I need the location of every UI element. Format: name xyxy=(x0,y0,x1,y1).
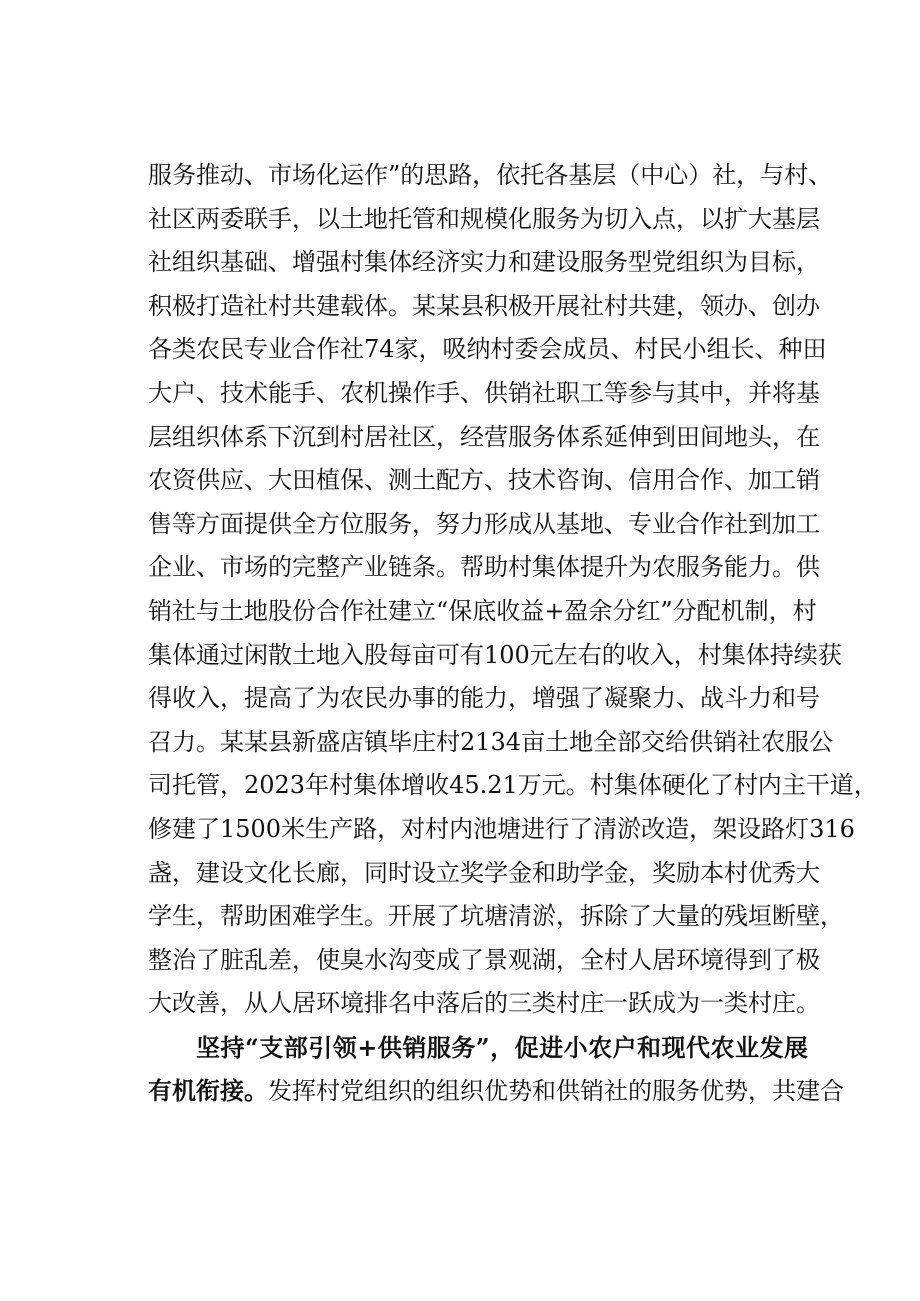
section-heading-tail: 有机衔接。 xyxy=(148,1076,268,1106)
text-line: 社区两委联手，以土地托管和规模化服务为切入点，以扩大基层 xyxy=(148,204,820,233)
body-text xyxy=(148,154,878,1113)
text-line: 得收入，提高了为农民办事的能力，增强了凝聚力、战斗力和号 xyxy=(148,684,820,713)
text-line: 大户、技术能手、农机操作手、供销社职工等参与其中，并将基 xyxy=(148,378,820,407)
text-line: 销社与土地股份合作社建立“保底收益+盈余分红”分配机制，村 xyxy=(148,596,817,625)
text-line: 层组织体系下沉到村居社区，经营服务体系延伸到田间地头，在 xyxy=(148,422,820,451)
text-line: 修建了1500米生产路，对村内池塘进行了清淤改造，架设路灯316 xyxy=(148,814,855,843)
paragraph-text: 发挥村党组织的组织优势和供销社的服务优势，共建合 xyxy=(268,1077,844,1106)
text-line: 盏，建设文化长廊，同时设立奖学金和助学金，奖励本村优秀大 xyxy=(148,858,820,887)
text-line: 服务推动、市场化运作”的思路，依托各基层（中心）社，与村、 xyxy=(148,161,833,189)
text-line: 农资供应、大田植保、测土配方、技术咨询、信用合作、加工销 xyxy=(148,466,820,495)
paragraph-2 xyxy=(148,1026,844,1113)
text-line: 企业、市场的完整产业链条。帮助村集体提升为农服务能力。供 xyxy=(148,553,820,582)
text-line xyxy=(148,1069,844,1113)
text-line: 整治了脏乱差，使臭水沟变成了景观湖，全村人居环境得到了极 xyxy=(148,945,820,974)
text-line: 积极打造社村共建载体。某某县积极开展社村共建，领办、创办 xyxy=(148,291,820,320)
text-line: 司托管，2023年村集体增收45.21万元。村集体硬化了村内主干道， xyxy=(148,771,878,800)
text-line: 售等方面提供全方位服务，努力形成从基地、专业合作社到加工 xyxy=(148,509,820,538)
paragraph-1 xyxy=(148,154,878,1026)
text-line: 召力。某某县新盛店镇毕庄村2134亩土地全部交给供销社农服公 xyxy=(148,727,834,756)
text-line: 集体通过闲散土地入股每亩可有100元左右的收入，村集体持续获 xyxy=(148,640,842,669)
text-line: 学生，帮助困难学生。开展了坑塘清淤，拆除了大量的残垣断壁， xyxy=(148,902,844,931)
text-line: 社组织基础、增强村集体经济实力和建设服务型党组织为目标， xyxy=(148,248,820,277)
section-heading-line: 坚持“支部引领+供销服务”，促进小农户和现代农业发展 xyxy=(196,1032,808,1062)
text-line: 各类农民专业合作社74家，吸纳村委会成员、村民小组长、种田 xyxy=(148,335,827,364)
text-line: 大改善，从人居环境排名中落后的三类村庄一跃成为一类村庄。 xyxy=(148,989,820,1018)
